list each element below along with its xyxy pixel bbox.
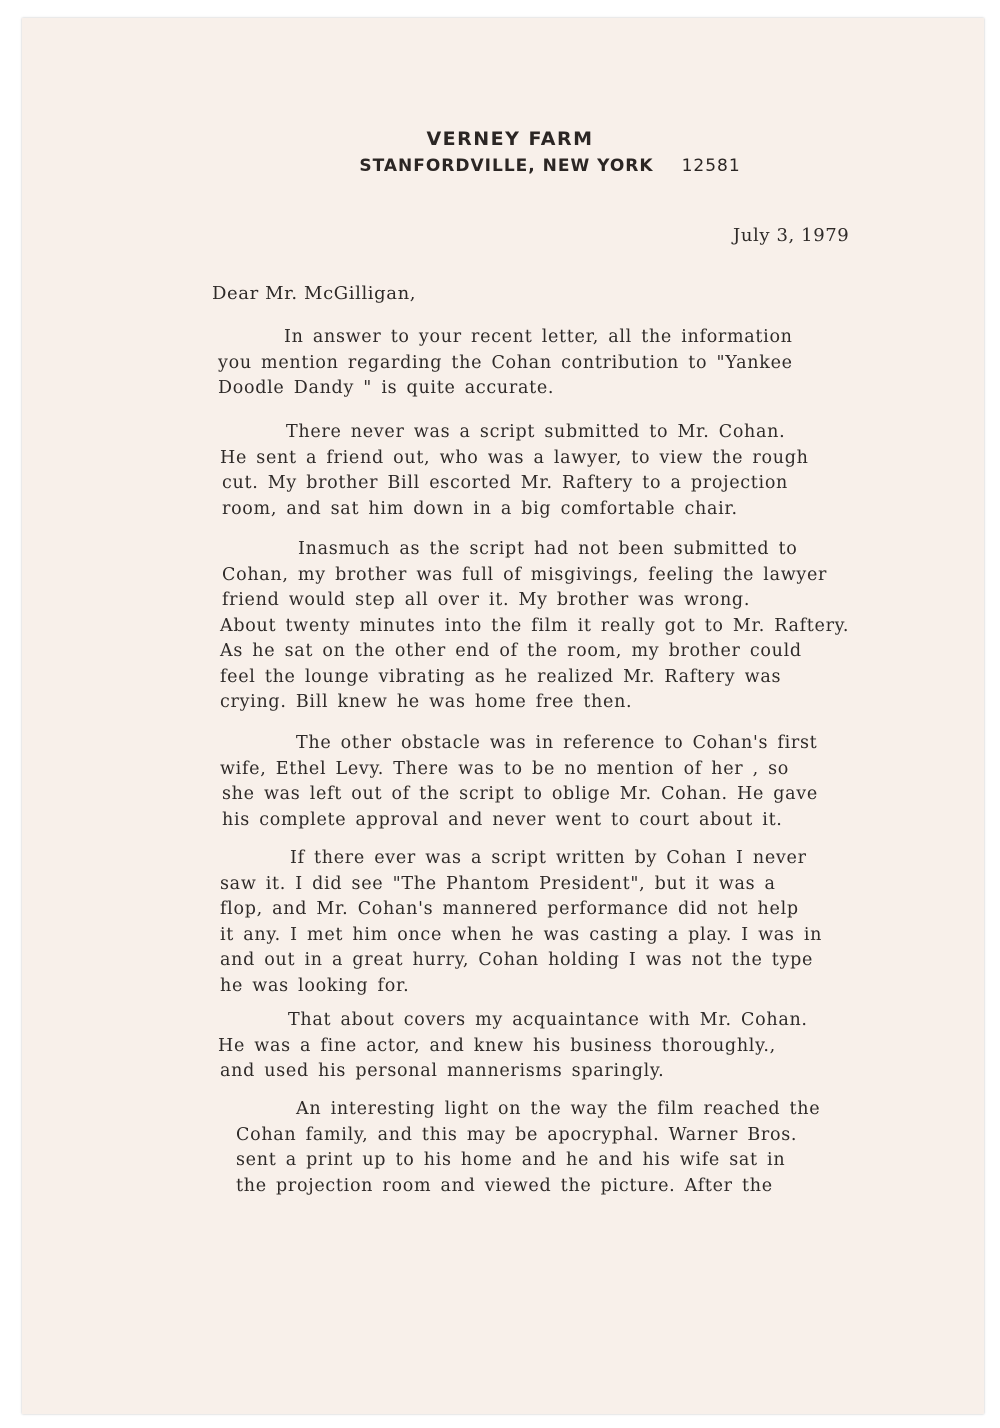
letterhead-name: VERNEY FARM bbox=[426, 128, 594, 150]
body-line: flop, and Mr. Cohan's mannered performance did not help bbox=[220, 899, 799, 919]
body-line: you mention regarding the Cohan contribution to "Yankee bbox=[218, 352, 793, 373]
body-line: He was a fine actor, and knew his business thoroughly., bbox=[218, 1035, 776, 1056]
paragraph-6 bbox=[218, 1008, 808, 1085]
paragraph-4 bbox=[220, 731, 816, 833]
body-line: he was looking for. bbox=[220, 975, 410, 996]
body-line: the projection room and viewed the picture. After the bbox=[236, 1175, 773, 1196]
body-line: room, and sat him down in a big comfortable chair. bbox=[222, 498, 738, 519]
body-line: wife, Ethel Levy. There was to be no mention of her , so bbox=[220, 758, 790, 779]
body-line: As he sat on the other end of the room, my brother could bbox=[220, 641, 802, 661]
body-line: There never was a script submitted to Mr. Cohan. bbox=[286, 422, 786, 442]
paragraph-5 bbox=[220, 846, 822, 999]
body-line: If there ever was a script written by Cohan I never bbox=[290, 848, 807, 868]
paragraph-2 bbox=[220, 420, 809, 522]
letterhead-address: STANFORDVILLE, NEW YORK bbox=[359, 156, 654, 176]
salutation: Dear Mr. McGilligan, bbox=[212, 283, 417, 304]
body-line: About twenty minutes into the film it really got to Mr. Raftery. bbox=[220, 615, 850, 636]
body-line: crying. Bill knew he was home free then. bbox=[220, 692, 633, 712]
body-line: sent a print up to his home and he and his wife sat in bbox=[236, 1150, 786, 1170]
body-line: his complete approval and never went to court about it. bbox=[222, 809, 783, 830]
body-line: it any. I met him once when he was casting a play. I was in bbox=[220, 924, 823, 945]
body-line: He sent a friend out, who was a lawyer, to view the rough bbox=[220, 447, 809, 468]
body-line: saw it. I did see "The Phantom President", but it was a bbox=[220, 873, 776, 894]
body-line: and out in a great hurry, Cohan holding I was not the type bbox=[220, 950, 814, 970]
body-line: Cohan family, and this may be apocryphal. Warner Bros. bbox=[236, 1124, 798, 1145]
paragraph-7 bbox=[236, 1097, 821, 1199]
body-line: Cohan, my brother was full of misgivings, feeling the lawyer bbox=[222, 564, 828, 585]
body-line: That about covers my acquaintance with Mr. Cohan. bbox=[288, 1010, 808, 1030]
body-line: and used his personal mannerisms sparingly. bbox=[220, 1061, 665, 1081]
body-line: The other obstacle was in reference to Cohan's first bbox=[296, 733, 818, 753]
letter-date: July 3, 1979 bbox=[733, 225, 850, 246]
body-line: she was left out of the script to oblige Mr. Cohan. He gave bbox=[222, 784, 818, 804]
body-line: An interesting light on the way the film reached the bbox=[296, 1099, 821, 1119]
body-line: friend would step all over it. My brother was wrong. bbox=[222, 590, 751, 610]
body-line: cut. My brother Bill escorted Mr. Raftery to a projection bbox=[222, 473, 789, 493]
letterhead-zip: 12581 bbox=[681, 156, 741, 176]
body-line: feel the lounge vibrating as he realized Mr. Raftery was bbox=[220, 666, 782, 687]
paragraph-3 bbox=[220, 537, 849, 716]
paragraph-1 bbox=[218, 325, 793, 402]
body-line: Inasmuch as the script had not been submitted to bbox=[298, 539, 798, 559]
letterhead-address-line bbox=[0, 156, 1000, 176]
body-line: Doodle Dandy " is quite accurate. bbox=[218, 378, 555, 398]
body-line: In answer to your recent letter, all the information bbox=[284, 327, 793, 347]
